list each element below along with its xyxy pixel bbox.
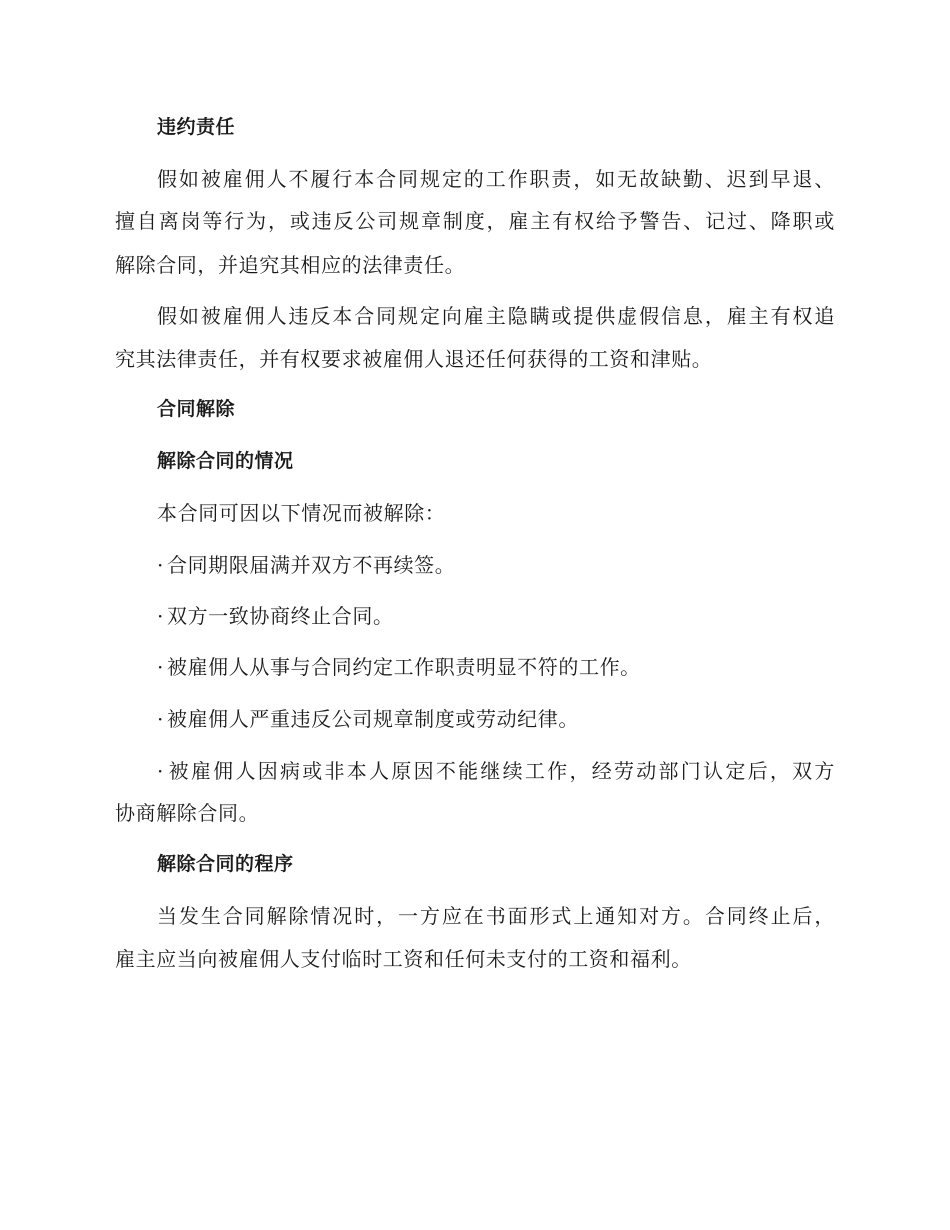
section-heading-termination: 合同解除 [157, 398, 236, 420]
list-item-text: 被雇佣人从事与合同约定工作职责明显不符的工作。 [166, 655, 641, 679]
list-item-text: 双方一致协商终止合同。 [166, 604, 394, 628]
subsection-heading-procedure: 解除合同的程序 [157, 853, 294, 875]
cases-intro: 本合同可因以下情况而被解除： [157, 501, 446, 525]
list-item [157, 655, 835, 679]
paragraph-line: 假如被雇佣人违反本合同规定向雇主隐瞒或提供虚假信息，雇主有权追 [157, 304, 835, 328]
list-item-text: 合同期限届满并双方不再续签。 [166, 553, 456, 577]
bullet-icon: · [157, 759, 164, 783]
list-item [157, 759, 835, 783]
list-item [157, 553, 835, 577]
bullet-icon: · [157, 655, 164, 679]
paragraph-line: 擅自离岗等行为，或违反公司规章制度，雇主有权给予警告、记过、降职或 [115, 209, 835, 233]
paragraph-line: 当发生合同解除情况时，一方应在书面形式上通知对方。合同终止后， [157, 904, 835, 928]
list-item [157, 707, 835, 731]
bullet-icon: · [157, 707, 164, 731]
bullet-icon: · [157, 604, 164, 628]
list-item-continuation: 协商解除合同。 [115, 801, 260, 825]
list-item-text: 被雇佣人严重违反公司规章制度或劳动纪律。 [166, 707, 579, 731]
section-heading-breach: 违约责任 [157, 116, 236, 138]
paragraph-line: 究其法律责任，并有权要求被雇佣人退还任何获得的工资和津贴。 [115, 347, 713, 371]
subsection-heading-cases: 解除合同的情况 [157, 450, 294, 472]
list-item-text: 被雇佣人因病或非本人原因不能继续工作，经劳动部门认定后，双方 [166, 759, 835, 783]
paragraph-line: 雇主应当向被雇佣人支付临时工资和任何未支付的工资和福利。 [115, 947, 692, 971]
list-item [157, 604, 835, 628]
paragraph-line: 假如被雇佣人不履行本合同规定的工作职责，如无故缺勤、迟到早退、 [157, 167, 835, 191]
bullet-icon: · [157, 553, 164, 577]
paragraph-line: 解除合同，并追究其相应的法律责任。 [115, 253, 466, 277]
